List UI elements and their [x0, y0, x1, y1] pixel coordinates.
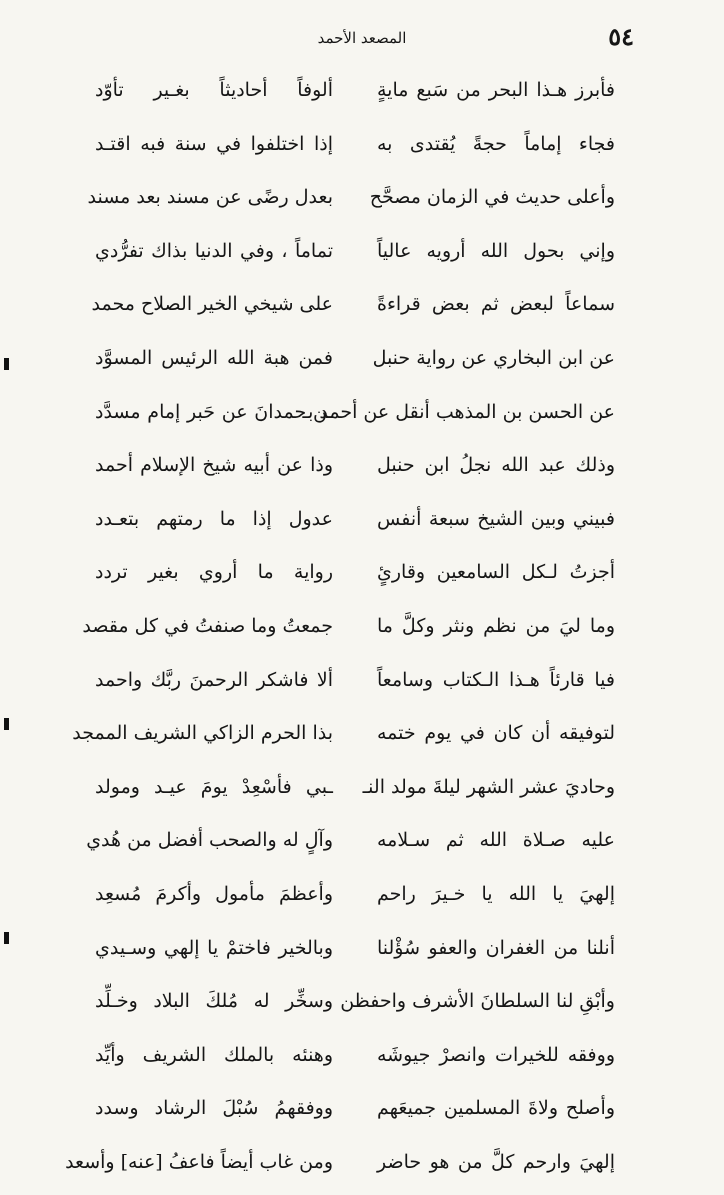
first-hemistich: عليه صـلاة الله ثم سـلامه: [377, 829, 615, 852]
margin-mark: [4, 358, 9, 370]
second-hemistich: بذا الحرم الزاكي الشريف الممجد: [72, 722, 333, 745]
first-hemistich: فأبرز هـذا البحر من سَبع مايةٍ: [377, 79, 615, 101]
poem: [65, 70, 615, 1195]
second-hemistich: على شيخي الخير الصلاح محمد: [91, 293, 333, 316]
second-hemistich: ووفقهمُ سُبْلَ الرشاد وسدد: [95, 1097, 333, 1120]
verse: [95, 874, 615, 928]
verse: [95, 124, 615, 178]
second-hemistich: وهنئه بالملك الشريف وأيِّد: [95, 1043, 333, 1066]
first-hemistich: أنلنا من الغفران والعفو سُؤْلنا: [377, 936, 615, 959]
first-hemistich: وحاديَ عشر الشهر ليلةَ مولد النـ: [362, 775, 615, 798]
second-hemistich: تماماً ، وفي الدنيا بذاك تفرُّدي: [95, 239, 333, 262]
first-hemistich: عن الحسن بن المذهب أنقل عن أحمد بـ: [302, 400, 615, 423]
verse: [95, 445, 615, 499]
first-hemistich: ووفقه للخيرات وانصرْ جيوشَه: [377, 1043, 615, 1066]
verse: [95, 499, 615, 553]
page-header: [90, 22, 634, 52]
verse: [95, 1088, 615, 1142]
verse: [82, 606, 615, 660]
first-hemistich: فيا قارئاً هـذا الـكتاب وسامعاً: [377, 668, 615, 691]
verse: [86, 820, 615, 874]
first-hemistich: وما ليَ من نظم ونثر وكلَّ ما: [377, 614, 615, 637]
verse: [95, 392, 615, 446]
first-hemistich: فجاء إماماً حجةً يُقتدى به: [377, 132, 615, 155]
second-hemistich: فمن هبة الله الرئيس المسوَّد: [95, 346, 333, 369]
second-hemistich: وسخِّر له مُلكَ البلاد وخـلِّد: [95, 990, 333, 1013]
verse: [95, 70, 615, 124]
second-hemistich: ـن حمدانَ عن حَبر إمام مسدَّد: [95, 400, 333, 423]
first-hemistich: أجزتُ لـكل السامعين وقارئٍ: [377, 561, 615, 584]
second-hemistich: بعدل رضًى عن مسند بعد مسند: [87, 186, 333, 209]
verse: [87, 177, 615, 231]
first-hemistich: إلهيَ وارحم كلَّ من هو حاضر: [377, 1150, 615, 1173]
running-title: المصعد الأحمد: [317, 29, 407, 47]
verse: [72, 713, 615, 767]
first-hemistich: وذلك عبد الله نجلُ ابن حنبل: [377, 454, 615, 477]
verse: [95, 1035, 615, 1089]
second-hemistich: ألا فاشكر الرحمنَ ربَّك واحمد: [95, 668, 333, 691]
verse: [95, 981, 615, 1035]
verse: [95, 660, 615, 714]
second-hemistich: رواية ما أروي بغير تردد: [95, 561, 333, 584]
second-hemistich: عدول إذا ما رمتهم بتعـدد: [95, 507, 333, 530]
second-hemistich: وأعظمَ مأمول وأكرمَ مُسعِد: [95, 882, 333, 905]
second-hemistich: وبالخير فاختمْ يا إلهي وسـيدي: [95, 936, 333, 959]
first-hemistich: وأبْقِ لنا السلطانَ الأشرف واحفظن: [340, 990, 615, 1013]
margin-mark: [4, 718, 9, 730]
first-hemistich: فبيني وبين الشيخ سبعة أنفس: [377, 507, 615, 530]
first-hemistich: إلهيَ يا الله يا خـيرَ راحم: [377, 882, 615, 905]
first-hemistich: سماعاً لبعض ثم بعض قراءةً: [377, 293, 615, 316]
first-hemistich: لتوفيقه أن كان في يوم ختمه: [377, 722, 615, 745]
verse: [95, 928, 615, 982]
margin-mark: [4, 932, 9, 944]
verse: [95, 338, 615, 392]
first-hemistich: وإني بحول الله أرويه عالياً: [377, 239, 615, 262]
verse: [65, 1142, 615, 1195]
second-hemistich: ـبي فأسْعِدْ يومَ عيـد ومولد: [95, 775, 333, 798]
second-hemistich: جمعتُ وما صنفتُ في كل مقصد: [82, 614, 333, 637]
verse: [95, 552, 615, 606]
first-hemistich: وأعلى حديث في الزمان مصحَّح: [369, 186, 615, 209]
second-hemistich: ألوفاً أحاديثاً بغـير تأوّد: [95, 79, 333, 101]
page-number: ٥٤: [608, 22, 634, 51]
second-hemistich: إذا اختلفوا في سنة فبه اقتـد: [95, 132, 333, 155]
second-hemistich: وآلٍ له والصحب أفضل من هُدي: [86, 829, 333, 852]
first-hemistich: عن ابن البخاري عن رواية حنبل: [372, 346, 615, 369]
verse: [95, 231, 615, 285]
second-hemistich: وذا عن أبيه شيخ الإسلام أحمد: [95, 454, 333, 477]
verse: [91, 284, 615, 338]
second-hemistich: ومن غاب أيضاً فاعفُ [عنه] وأسعد: [65, 1150, 333, 1173]
first-hemistich: وأصلح ولاةَ المسلمين جميعَهم: [377, 1097, 615, 1120]
verse: [95, 767, 615, 821]
